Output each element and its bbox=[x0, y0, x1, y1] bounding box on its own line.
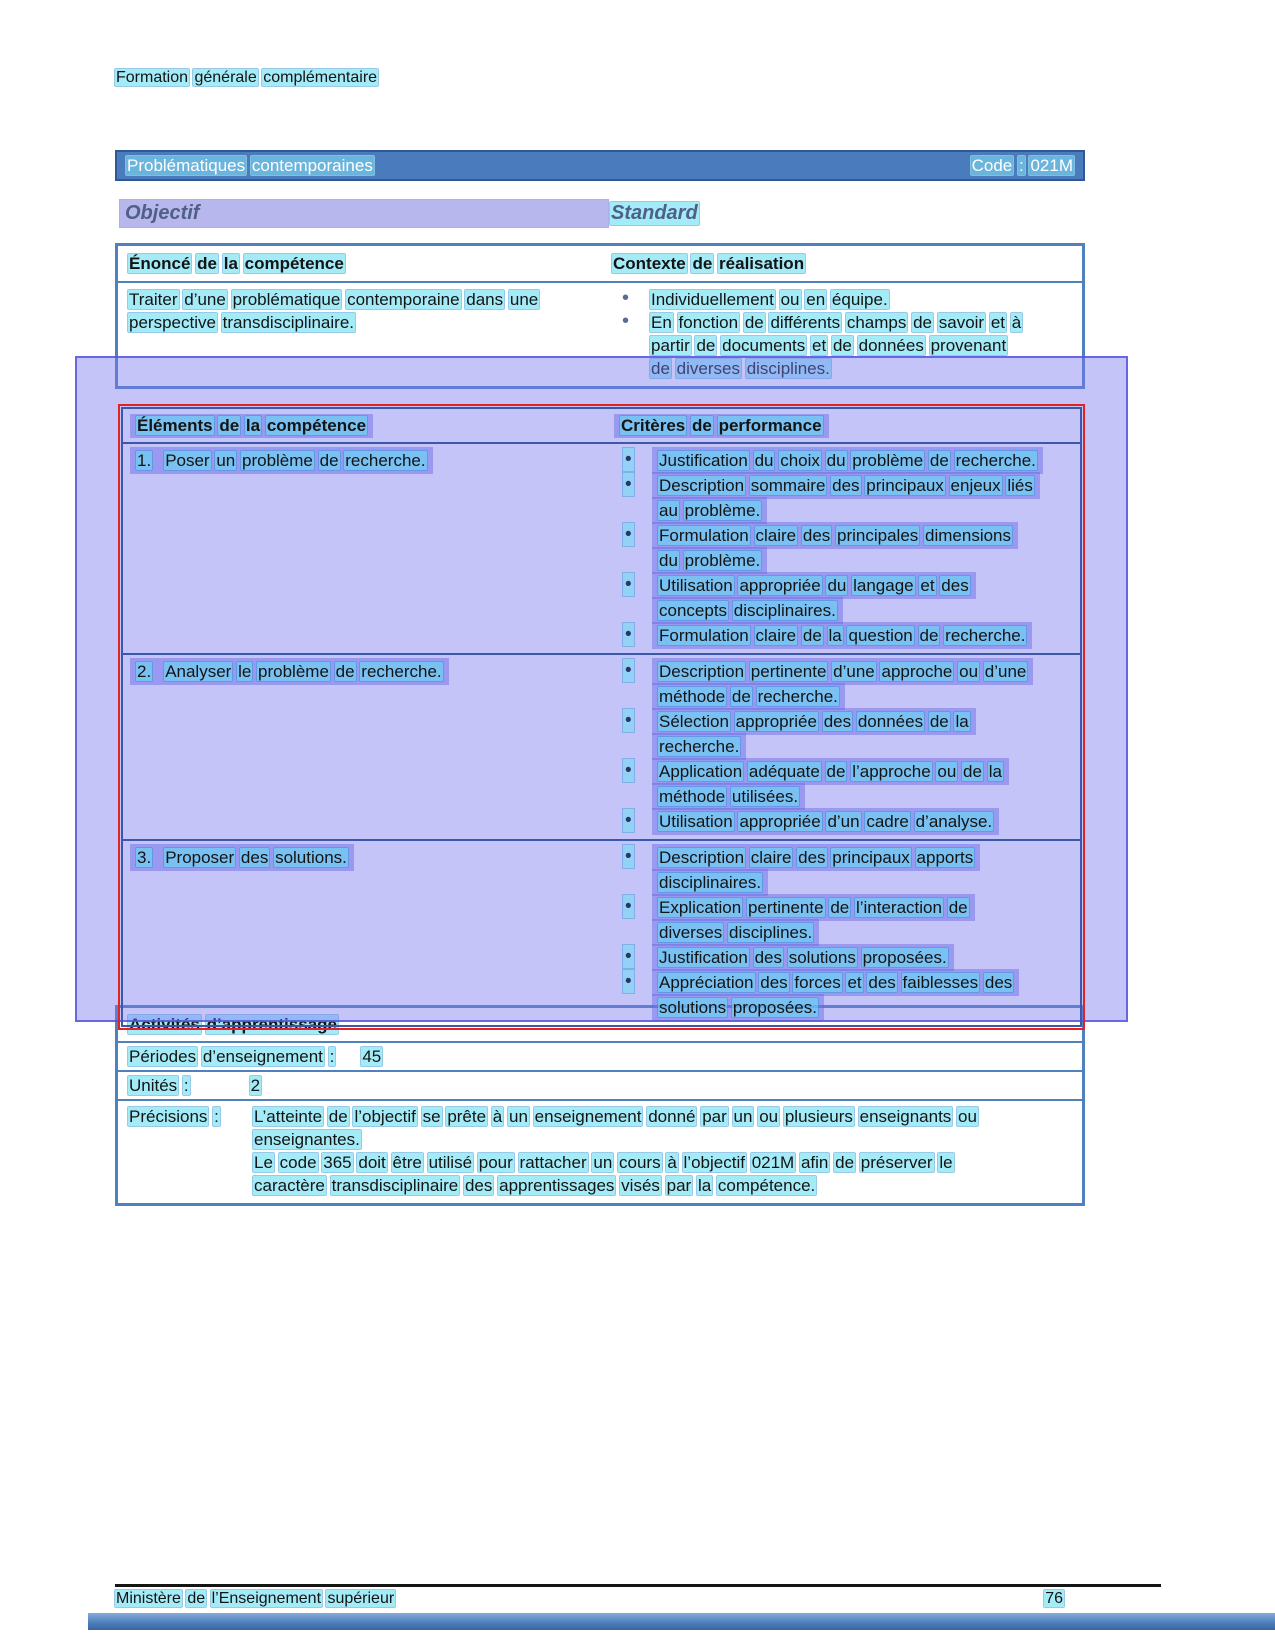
criterion-item: • Description claire des principaux apports disciplinaires. bbox=[615, 845, 1072, 895]
headings-row bbox=[120, 200, 1085, 227]
criterion-item: • Justification du choix du problème de recherche. bbox=[615, 448, 1072, 473]
footer-row bbox=[115, 1590, 1064, 1608]
criterion-item: • Appréciation des forces et des faiblesses des solutions proposées. bbox=[615, 970, 1072, 1020]
criteria-list bbox=[607, 448, 1080, 648]
element-label-cell bbox=[123, 448, 607, 648]
element-number: 3. bbox=[137, 848, 152, 867]
element-label: Analyser le problème de recherche. bbox=[165, 662, 442, 681]
element-row-3 bbox=[123, 841, 1080, 1025]
criteria-header: Critères de performance bbox=[607, 409, 1080, 442]
competence-statement: Traiter d’une problématique contemporaine dans une perspective transdisciplinaire. bbox=[129, 290, 539, 332]
periods-value: 45 bbox=[362, 1047, 382, 1066]
criteria-list bbox=[607, 845, 1080, 1020]
activities-title: Activités d’apprentissage bbox=[118, 1008, 1082, 1043]
units-value: 2 bbox=[250, 1076, 261, 1095]
element-label: Proposer des solutions. bbox=[165, 848, 347, 867]
criterion-item: • Description pertinente d’une approche ou d’une méthode de recherche. bbox=[615, 659, 1072, 709]
units-row bbox=[118, 1072, 1082, 1101]
context-header: Contexte de réalisation bbox=[613, 254, 805, 273]
footer-page-number: 76 bbox=[1045, 1590, 1063, 1607]
competence-table-header bbox=[118, 246, 1082, 283]
criterion-item: • Description sommaire des principaux enjeux liés au problème. bbox=[615, 473, 1072, 523]
criterion-item: • Application adéquate de l’approche ou de la méthode utilisées. bbox=[615, 759, 1072, 809]
footer-rule bbox=[115, 1584, 1161, 1587]
criterion-item: • Explication pertinente de l’interaction de diverses disciplines. bbox=[615, 895, 1072, 945]
periods-row bbox=[118, 1043, 1082, 1072]
units-label: Unités : bbox=[129, 1076, 189, 1095]
elements-header: Éléments de la compétence bbox=[123, 409, 607, 442]
element-row-2 bbox=[123, 655, 1080, 841]
footer-ministry: Ministère de l’Enseignement supérieur bbox=[116, 1590, 395, 1607]
element-label: Poser un problème de recherche. bbox=[165, 451, 426, 470]
standard-heading: Standard bbox=[611, 202, 698, 224]
elements-table bbox=[121, 407, 1082, 1027]
precisions-text: L’atteinte de l’objectif se prête à un enseignement donné par un ou plusieurs enseignants ou enseignantes. Le code 365 doit être utilisé pour rattacher un cours à l’objectif 021M afin de préserver le caractère transdisciplinaire des apprentissages visés par la compétence. bbox=[254, 1107, 977, 1195]
activities-section bbox=[115, 1005, 1085, 1206]
course-title: Problématiques contemporaines bbox=[127, 155, 373, 175]
criterion-item: • Sélection appropriée des données de la recherche. bbox=[615, 709, 1072, 759]
header-note: Formation générale complémentaire bbox=[116, 69, 378, 86]
element-label-cell bbox=[123, 845, 607, 1020]
criterion-item: • Formulation claire de la question de recherche. bbox=[615, 623, 1072, 648]
element-row-1 bbox=[123, 444, 1080, 655]
objectif-heading: Objectif bbox=[125, 202, 200, 224]
objectif-heading-band bbox=[120, 200, 608, 227]
criterion-item: • Formulation claire des principales dimensions du problème. bbox=[615, 523, 1072, 573]
footer-bar bbox=[88, 1613, 1275, 1630]
element-label-cell bbox=[123, 659, 607, 834]
course-title-bar bbox=[115, 150, 1085, 181]
criteria-list bbox=[607, 659, 1080, 834]
context-item: • En fonction de différents champs de savoir et à partir de documents et de données provenant de diverses disciplines. bbox=[610, 311, 1074, 380]
criterion-item: • Utilisation appropriée d’un cadre d’analyse. bbox=[615, 809, 1072, 834]
precisions-row bbox=[118, 1101, 1082, 1203]
precisions-label: Précisions : bbox=[129, 1107, 219, 1126]
competence-header: Énoncé de la compétence bbox=[129, 254, 344, 273]
elements-table-header bbox=[123, 409, 1080, 444]
element-number: 2. bbox=[137, 662, 152, 681]
periods-label: Périodes d’enseignement : bbox=[129, 1047, 335, 1066]
criterion-item: • Utilisation appropriée du langage et des concepts disciplinaires. bbox=[615, 573, 1072, 623]
element-number: 1. bbox=[137, 451, 152, 470]
course-code: Code : 021M bbox=[971, 155, 1073, 175]
context-item: • Individuellement ou en équipe. bbox=[610, 288, 1074, 311]
criterion-item: • Justification des solutions proposées. bbox=[615, 945, 1072, 970]
